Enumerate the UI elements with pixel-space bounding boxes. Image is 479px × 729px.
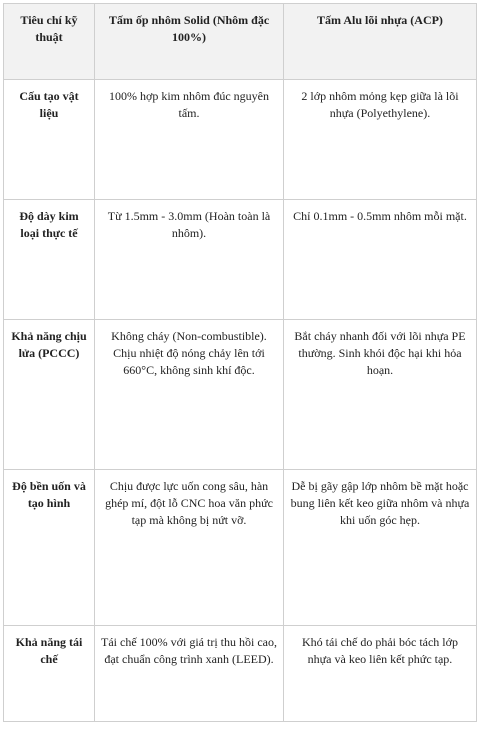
- solid-cell: Tái chế 100% với giá trị thu hồi cao, đạt chuẩn công trình xanh (LEED).: [95, 626, 284, 722]
- comparison-table: [3, 3, 477, 722]
- solid-cell: Không cháy (Non-combustible). Chịu nhiệt độ nóng chảy lên tới 660°C, không sinh khí độc.: [95, 320, 284, 470]
- acp-cell: Chỉ 0.1mm - 0.5mm nhôm mỗi mặt.: [284, 200, 477, 320]
- acp-cell: Bắt cháy nhanh đối với lõi nhựa PE thường. Sinh khói độc hại khi hỏa hoạn.: [284, 320, 477, 470]
- acp-cell: 2 lớp nhôm mỏng kẹp giữa là lõi nhựa (Polyethylene).: [284, 80, 477, 200]
- solid-cell: Từ 1.5mm - 3.0mm (Hoàn toàn là nhôm).: [95, 200, 284, 320]
- header-solid-panel: Tấm ốp nhôm Solid (Nhôm đặc 100%): [95, 4, 284, 80]
- header-row: [4, 4, 477, 80]
- solid-cell: Chịu được lực uốn cong sâu, hàn ghép mí, đột lỗ CNC hoa văn phức tạp mà không bị nứt vỡ.: [95, 470, 284, 626]
- table-row: [4, 626, 477, 722]
- solid-cell: 100% hợp kim nhôm đúc nguyên tấm.: [95, 80, 284, 200]
- table-row: [4, 320, 477, 470]
- header-criterion: Tiêu chí kỹ thuật: [4, 4, 95, 80]
- acp-cell: Khó tái chế do phải bóc tách lớp nhựa và keo liên kết phức tạp.: [284, 626, 477, 722]
- acp-cell: Dễ bị gãy gập lớp nhôm bề mặt hoặc bung liên kết keo giữa nhôm và nhựa khi uốn góc hẹp.: [284, 470, 477, 626]
- table-row: [4, 80, 477, 200]
- criterion-cell: Cấu tạo vật liệu: [4, 80, 95, 200]
- header-acp-panel: Tấm Alu lõi nhựa (ACP): [284, 4, 477, 80]
- criterion-cell: Khả năng tái chế: [4, 626, 95, 722]
- criterion-cell: Độ dày kim loại thực tế: [4, 200, 95, 320]
- criterion-cell: Độ bền uốn và tạo hình: [4, 470, 95, 626]
- table-row: [4, 200, 477, 320]
- criterion-cell: Khả năng chịu lửa (PCCC): [4, 320, 95, 470]
- table-row: [4, 470, 477, 626]
- table-header: [4, 4, 477, 80]
- table-body: [4, 80, 477, 722]
